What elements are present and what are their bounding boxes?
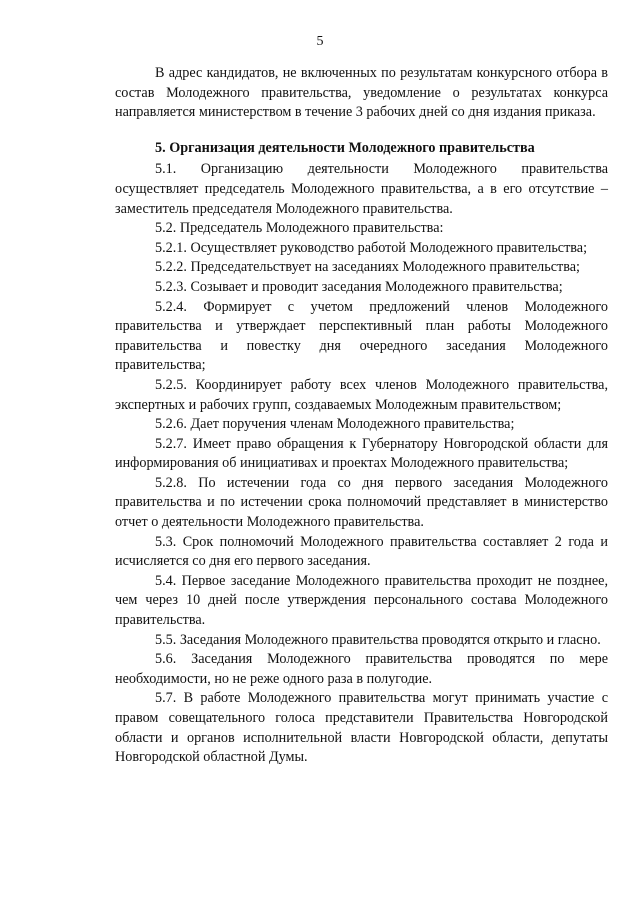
section-heading: 5. Организация деятельности Молодежного правительства xyxy=(155,139,535,156)
paragraph-5-5: 5.5. Заседания Молодежного правительства проводятся открыто и гласно. xyxy=(155,631,601,648)
paragraph-5-7: 5.7. В работе Молодежного правительства могут принимать участие с правом совещательного голоса представители Правительства Новгородской области и органов исполнительной власти Новгородской области, депутаты Новгородской областной Думы. xyxy=(115,690,608,766)
paragraph-5-6: 5.6. Заседания Молодежного правительства проводятся по мере необходимости, но не реже одного раза в полугодие. xyxy=(115,651,608,687)
paragraph-5-2-5: 5.2.5. Координирует работу всех членов Молодежного правительства, экспертных и рабочих групп, создаваемых Молодежным правительством; xyxy=(115,376,608,413)
paragraph-5-2-7: 5.2.7. Имеет право обращения к Губернатору Новгородской области для информирования об инициативах и проектах Молодежного правительства; xyxy=(115,435,608,472)
paragraph-5-2-1: 5.2.1. Осуществляет руководство работой Молодежного правительства; xyxy=(155,239,588,256)
paragraph-5-2-4: 5.2.4. Формирует с учетом предложений членов Молодежного правительства и утверждает перспективный план работы Молодежного правительства и повестку дня очередного заседания Молодежного правительства; xyxy=(115,298,608,374)
paragraph-5-4: 5.4. Первое заседание Молодежного правительства проходит не позднее, чем через 10 дней после утверждения персонального состава Молодежного правительства. xyxy=(115,572,608,629)
paragraph-5-2-3: 5.2.3. Созывает и проводит заседания Молодежного правительства; xyxy=(155,278,563,295)
paragraph-5-2-2: 5.2.2. Председательствует на заседаниях Молодежного правительства; xyxy=(155,259,580,276)
paragraph-5-2: 5.2. Председатель Молодежного правительства: xyxy=(155,220,444,237)
paragraph-5-3: 5.3. Срок полномочий Молодежного правительства составляет 2 года и исчисляется со дня его первого заседания. xyxy=(115,533,608,570)
page-number: 5 xyxy=(316,34,324,49)
paragraph-5-2-8: 5.2.8. По истечении года со дня первого заседания Молодежного правительства и по истечении срока полномочий представляет в министерство отчет о деятельности Молодежного правительства. xyxy=(115,474,608,531)
paragraph-5-1: 5.1. Организацию деятельности Молодежного правительства осуществляет председатель Молодежного правительства, а в его отсутствие – заместитель председателя Молодежного правительства. xyxy=(115,161,608,217)
document-body xyxy=(115,64,608,768)
intro-paragraph: В адрес кандидатов, не включенных по результатам конкурсного отбора в состав Молодежного правительства, уведомление о результатах конкурса направляется министерством в течение 3 рабочих дней со дня издания приказа. xyxy=(115,65,608,121)
paragraph-5-2-6: 5.2.6. Дает поручения членам Молодежного правительства; xyxy=(155,416,515,433)
